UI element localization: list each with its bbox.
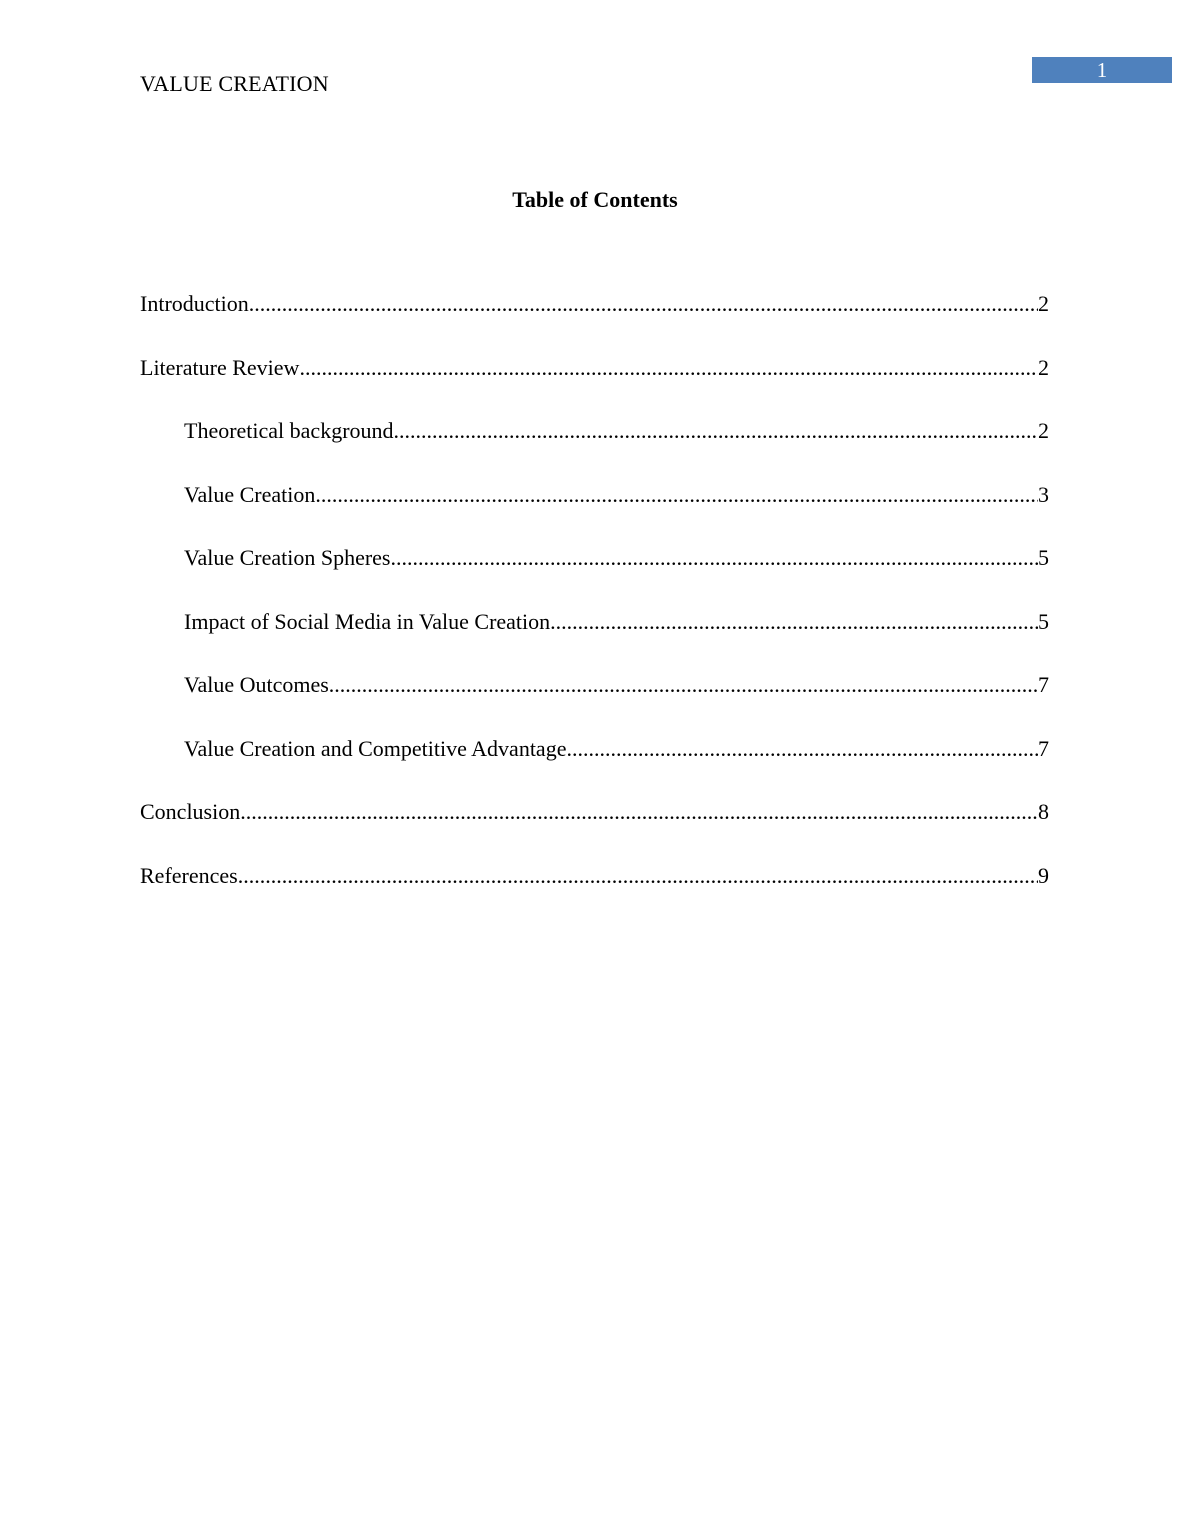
table-of-contents	[140, 290, 1049, 925]
toc-dot-leader	[550, 608, 1038, 636]
toc-entry-page: 7	[1038, 672, 1049, 697]
toc-dot-leader	[238, 862, 1038, 890]
toc-entry-introduction[interactable]	[140, 290, 1049, 354]
toc-entry-value-creation-spheres[interactable]	[140, 544, 1049, 608]
toc-entry-label: Literature Review	[140, 354, 300, 380]
toc-entry-page: 2	[1038, 291, 1049, 316]
toc-entry-value-outcomes[interactable]	[140, 671, 1049, 735]
toc-entry-page: 8	[1038, 799, 1049, 824]
toc-entry-competitive-advantage[interactable]	[140, 735, 1049, 799]
toc-dot-leader	[249, 290, 1038, 318]
toc-dot-leader	[315, 481, 1038, 509]
running-head: VALUE CREATION	[140, 71, 329, 96]
toc-entry-label: References	[140, 862, 238, 888]
toc-dot-leader	[329, 671, 1038, 699]
toc-entry-value-creation[interactable]	[140, 481, 1049, 545]
toc-dot-leader	[566, 735, 1038, 763]
toc-entry-impact-of-social-media[interactable]	[140, 608, 1049, 672]
toc-entry-page: 9	[1038, 862, 1049, 888]
toc-entry-label: Impact of Social Media in Value Creation	[184, 608, 551, 634]
toc-dot-leader	[240, 798, 1038, 826]
toc-title: Table of Contents	[512, 187, 678, 212]
toc-entry-page: 2	[1038, 354, 1049, 380]
toc-entry-literature-review[interactable]	[140, 354, 1049, 418]
toc-entry-theoretical-background[interactable]	[140, 417, 1049, 481]
toc-entry-label: Conclusion	[140, 799, 241, 824]
toc-entry-label: Introduction	[140, 291, 249, 316]
toc-dot-leader	[299, 354, 1038, 382]
toc-dot-leader	[391, 544, 1039, 572]
toc-entry-label: Value Outcomes	[184, 672, 329, 697]
toc-dot-leader	[394, 417, 1038, 445]
toc-entry-page: 3	[1038, 481, 1049, 507]
toc-entry-label: Value Creation Spheres	[184, 545, 391, 570]
page-number-badge: 1	[1032, 57, 1172, 83]
toc-entry-label: Value Creation and Competitive Advantage	[184, 735, 567, 761]
toc-entry-label: Value Creation	[184, 481, 316, 507]
toc-entry-conclusion[interactable]	[140, 798, 1049, 862]
toc-entry-page: 7	[1038, 735, 1049, 761]
toc-entry-page: 2	[1038, 418, 1049, 443]
toc-entry-label: Theoretical background	[184, 418, 394, 443]
toc-entry-page: 5	[1038, 608, 1049, 634]
toc-entry-page: 5	[1038, 545, 1049, 570]
toc-entry-references[interactable]	[140, 862, 1049, 926]
